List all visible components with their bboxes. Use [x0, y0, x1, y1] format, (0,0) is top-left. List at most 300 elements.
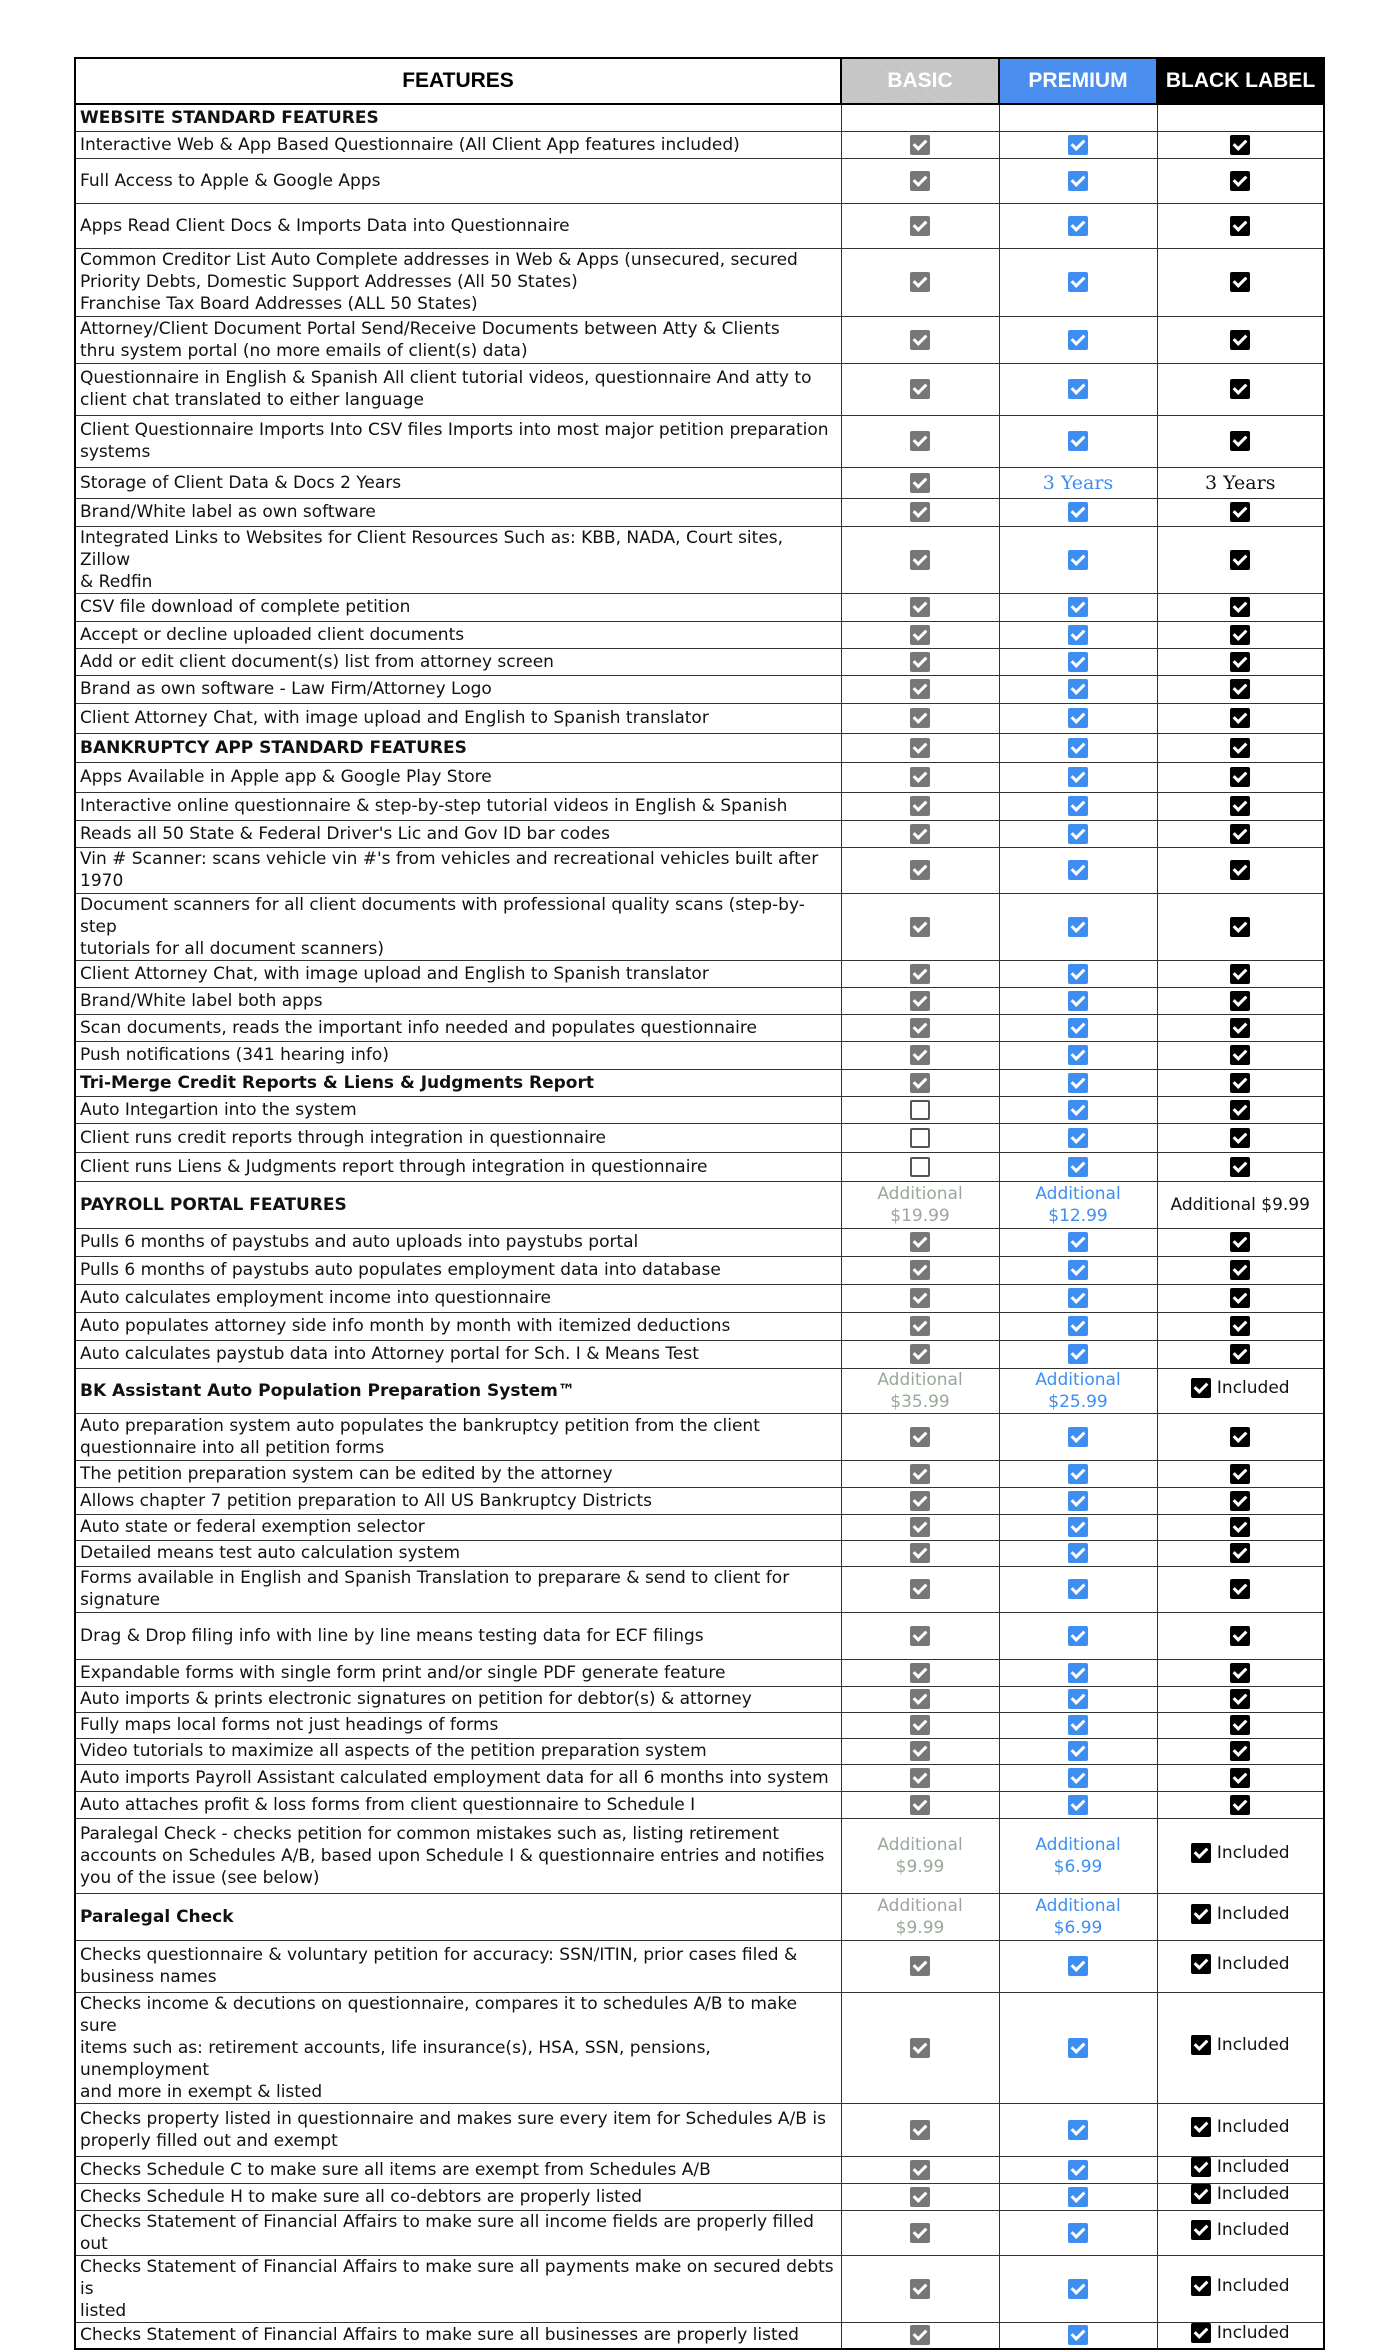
feature-label: Add or edit client document(s) list from attorney screen [75, 648, 841, 675]
premium-plan-cell [999, 1764, 1157, 1791]
section-title: BK Assistant Auto Population Preparation System™ [75, 1368, 841, 1413]
black-plan-cell [1157, 820, 1324, 847]
premium-plan-cell [999, 1181, 1157, 1228]
included-label [1191, 2220, 1290, 2240]
storage-duration-text: 3 Years [1205, 471, 1276, 494]
premium-plan-cell [999, 467, 1157, 498]
checkbox-checked-icon [1230, 597, 1250, 617]
feature-label: Scan documents, reads the important info needed and populates questionnaire [75, 1014, 841, 1041]
included-text: Included [1216, 1904, 1290, 1924]
feature-label: Checks Statement of Financial Affairs to make sure all payments make on secured debts is listed [75, 2255, 841, 2322]
feature-label: Brand/White label as own software [75, 498, 841, 526]
premium-plan-cell [999, 648, 1157, 675]
feature-row [75, 498, 1324, 526]
basic-plan-cell [841, 987, 999, 1014]
checkbox-checked-icon [1230, 550, 1250, 570]
black-plan-cell [1157, 316, 1324, 363]
premium-plan-cell [999, 2103, 1157, 2156]
checkbox-checked-icon [1068, 216, 1088, 236]
premium-plan-cell [999, 762, 1157, 792]
basic-plan-cell [841, 1712, 999, 1738]
feature-label: Questionnaire in English & Spanish All client tutorial videos, questionnaire And atty to client chat translated to either language [75, 363, 841, 415]
checkbox-checked-icon [1230, 135, 1250, 155]
checkbox-checked-icon [1230, 1157, 1250, 1177]
premium-plan-cell [999, 498, 1157, 526]
black-plan-cell [1157, 1487, 1324, 1514]
checkbox-checked-icon [1068, 1464, 1088, 1484]
checkbox-checked-icon [910, 1689, 930, 1709]
basic-plan-cell [841, 820, 999, 847]
basic-plan-cell [841, 1686, 999, 1712]
premium-plan-cell [999, 1818, 1157, 1893]
feature-label: Brand/White label both apps [75, 987, 841, 1014]
checkbox-checked-icon [1068, 625, 1088, 645]
black-plan-cell [1157, 158, 1324, 203]
premium-plan-cell [999, 1256, 1157, 1284]
black-plan-cell [1157, 621, 1324, 648]
checkbox-checked-icon [1068, 860, 1088, 880]
checkbox-checked-icon [1068, 1232, 1088, 1252]
feature-row [75, 526, 1324, 593]
feature-label: Paralegal Check - checks petition for common mistakes such as, listing retirement accounts on Schedules A/B, based upon Schedule I & questionnaire entries and notifies you of the issue (see below) [75, 1818, 841, 1893]
black-plan-cell [1157, 960, 1324, 987]
checkbox-checked-icon [910, 2325, 930, 2345]
feature-label: Auto calculates employment income into questionnaire [75, 1284, 841, 1312]
header-row [75, 58, 1324, 104]
checkbox-checked-icon [1068, 1344, 1088, 1364]
feature-row [75, 248, 1324, 316]
checkbox-checked-icon [1068, 171, 1088, 191]
premium-plan-cell [999, 1041, 1157, 1069]
basic-plan-cell [841, 104, 999, 131]
black-plan-cell [1157, 792, 1324, 820]
section-title: BANKRUPTCY APP STANDARD FEATURES [75, 733, 841, 762]
black-plan-cell [1157, 415, 1324, 467]
feature-label: Document scanners for all client documents with professional quality scans (step-by-step tutorials for all document scanners) [75, 893, 841, 960]
feature-row [75, 1712, 1324, 1738]
checkbox-empty-icon [910, 1128, 930, 1148]
checkbox-checked-icon [1068, 1288, 1088, 1308]
checkbox-checked-icon [910, 1427, 930, 1447]
checkbox-checked-icon [910, 2223, 930, 2243]
basic-plan-cell [841, 203, 999, 248]
checkbox-checked-icon [1068, 964, 1088, 984]
checkbox-checked-icon [1068, 1626, 1088, 1646]
basic-plan-cell [841, 1413, 999, 1460]
checkbox-checked-icon [910, 550, 930, 570]
premium-plan-cell [999, 2210, 1157, 2255]
premium-plan-cell [999, 1460, 1157, 1487]
premium-plan-cell [999, 593, 1157, 621]
checkbox-checked-icon [1230, 1100, 1250, 1120]
checkbox-checked-icon [1068, 1427, 1088, 1447]
feature-label: Auto populates attorney side info month by month with itemized deductions [75, 1312, 841, 1340]
premium-plan-cell [999, 1612, 1157, 1659]
addon-price-text: Additional $9.99 [877, 1834, 963, 1877]
basic-plan-cell [841, 1069, 999, 1096]
checkbox-checked-icon [1230, 767, 1250, 787]
checkbox-checked-icon [910, 1316, 930, 1336]
feature-label: CSV file download of complete petition [75, 593, 841, 621]
basic-plan-cell [841, 1096, 999, 1123]
included-label [1191, 1904, 1290, 1924]
checkbox-checked-icon [910, 1715, 930, 1735]
premium-plan-cell [999, 1069, 1157, 1096]
checkbox-checked-icon [1068, 272, 1088, 292]
checkbox-checked-icon [910, 502, 930, 522]
basic-plan-cell [841, 1368, 999, 1413]
feature-row [75, 1659, 1324, 1686]
premium-plan-cell [999, 1566, 1157, 1612]
feature-row [75, 1818, 1324, 1893]
checkbox-checked-icon [1230, 171, 1250, 191]
black-plan-cell [1157, 2210, 1324, 2255]
basic-plan-cell [841, 363, 999, 415]
checkbox-checked-icon [1230, 1316, 1250, 1336]
black-plan-cell [1157, 1686, 1324, 1712]
checkbox-checked-icon [1230, 1232, 1250, 1252]
checkbox-checked-icon [1230, 502, 1250, 522]
checkbox-checked-icon [1191, 2220, 1211, 2240]
feature-row [75, 1041, 1324, 1069]
feature-row [75, 467, 1324, 498]
checkbox-checked-icon [1230, 379, 1250, 399]
premium-plan-cell [999, 1791, 1157, 1818]
feature-label: Interactive Web & App Based Questionnaire (All Client App features included) [75, 131, 841, 158]
premium-plan-cell [999, 526, 1157, 593]
basic-plan-cell [841, 621, 999, 648]
black-plan-cell [1157, 1540, 1324, 1566]
checkbox-checked-icon [1068, 1260, 1088, 1280]
premium-plan-cell [999, 1014, 1157, 1041]
section-header-row [75, 1893, 1324, 1940]
black-plan-cell [1157, 2103, 1324, 2156]
premium-plan-cell [999, 893, 1157, 960]
checkbox-checked-icon [910, 135, 930, 155]
checkbox-checked-icon [1068, 738, 1088, 758]
feature-row [75, 316, 1324, 363]
checkbox-checked-icon [910, 2160, 930, 2180]
black-plan-cell [1157, 1413, 1324, 1460]
premium-plan-cell [999, 2156, 1157, 2183]
checkbox-checked-icon [1230, 917, 1250, 937]
basic-plan-cell [841, 1041, 999, 1069]
feature-label: Storage of Client Data & Docs 2 Years [75, 467, 841, 498]
checkbox-checked-icon [1230, 1543, 1250, 1563]
black-label-plan-header: BLACK LABEL [1157, 58, 1324, 104]
checkbox-checked-icon [910, 1741, 930, 1761]
feature-row [75, 2183, 1324, 2210]
black-plan-cell [1157, 498, 1324, 526]
feature-label: Pulls 6 months of paystubs and auto uploads into paystubs portal [75, 1228, 841, 1256]
basic-plan-cell [841, 792, 999, 820]
checkbox-checked-icon [910, 1018, 930, 1038]
premium-plan-cell [999, 1738, 1157, 1764]
checkbox-checked-icon [1230, 1018, 1250, 1038]
premium-plan-cell [999, 2183, 1157, 2210]
section-header-row [75, 1181, 1324, 1228]
checkbox-checked-icon [1230, 1663, 1250, 1683]
black-plan-cell [1157, 847, 1324, 893]
premium-plan-cell [999, 987, 1157, 1014]
checkbox-checked-icon [910, 991, 930, 1011]
checkbox-checked-icon [1191, 2157, 1211, 2177]
basic-plan-cell [841, 1791, 999, 1818]
premium-plan-cell [999, 1340, 1157, 1368]
checkbox-checked-icon [1068, 679, 1088, 699]
feature-row [75, 2210, 1324, 2255]
checkbox-checked-icon [1230, 824, 1250, 844]
premium-plan-cell [999, 847, 1157, 893]
checkbox-checked-icon [1230, 431, 1250, 451]
premium-plan-cell [999, 1514, 1157, 1540]
basic-plan-cell [841, 1460, 999, 1487]
feature-label: Vin # Scanner: scans vehicle vin #'s from vehicles and recreational vehicles built after 1970 [75, 847, 841, 893]
black-plan-cell [1157, 2183, 1324, 2210]
black-plan-cell [1157, 1612, 1324, 1659]
checkbox-checked-icon [910, 272, 930, 292]
checkbox-checked-icon [1230, 1073, 1250, 1093]
feature-row [75, 703, 1324, 733]
feature-label: Client runs Liens & Judgments report through integration in questionnaire [75, 1152, 841, 1181]
checkbox-checked-icon [1068, 796, 1088, 816]
checkbox-checked-icon [910, 379, 930, 399]
feature-comparison-sheet [74, 57, 1323, 2350]
basic-plan-cell [841, 675, 999, 703]
checkbox-checked-icon [1068, 708, 1088, 728]
feature-label: Accept or decline uploaded client documents [75, 621, 841, 648]
basic-plan-cell [841, 593, 999, 621]
premium-plan-cell [999, 316, 1157, 363]
checkbox-checked-icon [1068, 502, 1088, 522]
premium-plan-cell [999, 1312, 1157, 1340]
black-plan-cell [1157, 703, 1324, 733]
feature-label: Apps Read Client Docs & Imports Data into Questionnaire [75, 203, 841, 248]
premium-plan-cell [999, 1992, 1157, 2103]
checkbox-checked-icon [1068, 1018, 1088, 1038]
included-label [1191, 2323, 1290, 2343]
black-plan-cell [1157, 593, 1324, 621]
feature-label: Auto preparation system auto populates the bankruptcy petition from the client questionnaire into all petition forms [75, 1413, 841, 1460]
basic-plan-cell [841, 1940, 999, 1992]
feature-row [75, 1312, 1324, 1340]
checkbox-checked-icon [1068, 1663, 1088, 1683]
included-text: Included [1216, 1953, 1290, 1974]
checkbox-checked-icon [910, 1543, 930, 1563]
checkbox-checked-icon [1068, 1579, 1088, 1599]
checkbox-empty-icon [910, 1157, 930, 1177]
section-header-row [75, 104, 1324, 131]
checkbox-checked-icon [1191, 2035, 1211, 2055]
premium-plan-cell [999, 1413, 1157, 1460]
checkbox-checked-icon [1068, 1689, 1088, 1709]
feature-row [75, 1566, 1324, 1612]
black-plan-cell [1157, 1014, 1324, 1041]
feature-row [75, 2156, 1324, 2183]
basic-plan-cell [841, 1152, 999, 1181]
checkbox-checked-icon [910, 1768, 930, 1788]
checkbox-checked-icon [1191, 2184, 1211, 2204]
premium-plan-cell [999, 1368, 1157, 1413]
checkbox-checked-icon [1068, 2120, 1088, 2140]
checkbox-checked-icon [1068, 824, 1088, 844]
feature-label: Allows chapter 7 petition preparation to All US Bankruptcy Districts [75, 1487, 841, 1514]
checkbox-empty-icon [910, 1100, 930, 1120]
feature-label: Common Creditor List Auto Complete addresses in Web & Apps (unsecured, secured Priority Debts, Domestic Support Addresses (All 50 States) Franchise Tax Board Addresses (ALL 50 States) [75, 248, 841, 316]
premium-plan-cell [999, 2322, 1157, 2349]
included-label [1191, 2035, 1290, 2055]
black-plan-cell [1157, 526, 1324, 593]
checkbox-checked-icon [1230, 679, 1250, 699]
black-plan-cell [1157, 248, 1324, 316]
feature-row [75, 415, 1324, 467]
feature-row [75, 1791, 1324, 1818]
checkbox-checked-icon [1230, 1741, 1250, 1761]
feature-label: Client Attorney Chat, with image upload and English to Spanish translator [75, 960, 841, 987]
premium-plan-cell [999, 248, 1157, 316]
checkbox-checked-icon [1230, 1689, 1250, 1709]
black-plan-cell [1157, 1893, 1324, 1940]
feature-row [75, 1256, 1324, 1284]
checkbox-checked-icon [1068, 431, 1088, 451]
feature-row [75, 1228, 1324, 1256]
checkbox-checked-icon [1068, 652, 1088, 672]
basic-plan-cell [841, 1312, 999, 1340]
feature-label: Auto calculates paystub data into Attorney portal for Sch. I & Means Test [75, 1340, 841, 1368]
basic-plan-cell [841, 415, 999, 467]
feature-row [75, 1487, 1324, 1514]
basic-plan-cell [841, 2255, 999, 2322]
black-plan-cell [1157, 1940, 1324, 1992]
feature-label: Detailed means test auto calculation system [75, 1540, 841, 1566]
checkbox-checked-icon [1191, 2323, 1211, 2343]
black-plan-cell [1157, 363, 1324, 415]
feature-label: Forms available in English and Spanish Translation to preparare & send to client for signature [75, 1566, 841, 1612]
basic-plan-cell [841, 1487, 999, 1514]
addon-price-text: Additional $9.99 [877, 1895, 963, 1938]
feature-label: Client runs credit reports through integration in questionnaire [75, 1123, 841, 1152]
included-text: Included [1216, 2220, 1290, 2240]
checkbox-checked-icon [910, 1073, 930, 1093]
checkbox-checked-icon [910, 216, 930, 236]
black-plan-cell [1157, 1152, 1324, 1181]
feature-label: Full Access to Apple & Google Apps [75, 158, 841, 203]
feature-row [75, 2103, 1324, 2156]
black-plan-cell [1157, 1041, 1324, 1069]
feature-label: Fully maps local forms not just headings of forms [75, 1712, 841, 1738]
checkbox-checked-icon [1068, 1128, 1088, 1148]
feature-row [75, 1014, 1324, 1041]
included-label [1191, 2276, 1290, 2296]
checkbox-checked-icon [1230, 1344, 1250, 1364]
checkbox-checked-icon [1230, 1128, 1250, 1148]
basic-plan-cell [841, 498, 999, 526]
feature-row [75, 820, 1324, 847]
black-plan-cell [1157, 1284, 1324, 1312]
feature-row [75, 2322, 1324, 2349]
checkbox-checked-icon [1068, 1715, 1088, 1735]
black-plan-cell [1157, 648, 1324, 675]
feature-comparison-table [74, 57, 1325, 2350]
feature-label: Auto imports Payroll Assistant calculated employment data for all 6 months into system [75, 1764, 841, 1791]
feature-label: Expandable forms with single form print and/or single PDF generate feature [75, 1659, 841, 1686]
feature-row [75, 1123, 1324, 1152]
checkbox-checked-icon [1068, 1517, 1088, 1537]
basic-plan-cell [841, 1014, 999, 1041]
checkbox-checked-icon [1230, 991, 1250, 1011]
checkbox-checked-icon [1191, 1904, 1211, 1924]
feature-row [75, 1764, 1324, 1791]
premium-plan-cell [999, 1228, 1157, 1256]
checkbox-checked-icon [910, 2038, 930, 2058]
feature-row [75, 2255, 1324, 2322]
included-text: Included [1216, 2117, 1290, 2137]
checkbox-checked-icon [910, 473, 930, 493]
checkbox-checked-icon [1230, 1579, 1250, 1599]
checkbox-checked-icon [1191, 1378, 1211, 1398]
checkbox-checked-icon [1068, 2325, 1088, 2345]
black-plan-cell [1157, 762, 1324, 792]
basic-plan-cell [841, 158, 999, 203]
feature-label: Pulls 6 months of paystubs auto populates employment data into database [75, 1256, 841, 1284]
checkbox-checked-icon [910, 917, 930, 937]
feature-label: Client Questionnaire Imports Into CSV files Imports into most major petition preparation systems [75, 415, 841, 467]
checkbox-checked-icon [1230, 964, 1250, 984]
checkbox-checked-icon [1068, 1073, 1088, 1093]
black-plan-cell [1157, 893, 1324, 960]
feature-row [75, 1940, 1324, 1992]
checkbox-checked-icon [910, 1517, 930, 1537]
feature-row [75, 1460, 1324, 1487]
feature-label: Client Attorney Chat, with image upload and English to Spanish translator [75, 703, 841, 733]
checkbox-checked-icon [910, 767, 930, 787]
checkbox-checked-icon [910, 1579, 930, 1599]
checkbox-checked-icon [910, 796, 930, 816]
basic-plan-cell [841, 131, 999, 158]
checkbox-checked-icon [910, 1344, 930, 1364]
included-label [1191, 2184, 1290, 2204]
section-title: Tri-Merge Credit Reports & Liens & Judgments Report [75, 1069, 841, 1096]
feature-label: Checks income & decutions on questionnaire, compares it to schedules A/B to make sure items such as: retirement accounts, life insurance(s), HSA, SSN, pensions, unemployment and more in exempt & listed [75, 1992, 841, 2103]
premium-plan-cell [999, 158, 1157, 203]
premium-plan-cell [999, 363, 1157, 415]
feature-label: Checks Schedule C to make sure all items are exempt from Schedules A/B [75, 2156, 841, 2183]
feature-row [75, 621, 1324, 648]
feature-label: Integrated Links to Websites for Client Resources Such as: KBB, NADA, Court sites, Zillow & Redfin [75, 526, 841, 593]
black-plan-cell [1157, 1738, 1324, 1764]
basic-plan-cell [841, 2183, 999, 2210]
section-header-row [75, 733, 1324, 762]
included-text: Included [1216, 1843, 1290, 1863]
feature-label: Reads all 50 State & Federal Driver's Lic and Gov ID bar codes [75, 820, 841, 847]
checkbox-checked-icon [910, 1956, 930, 1976]
section-title: PAYROLL PORTAL FEATURES [75, 1181, 841, 1228]
checkbox-checked-icon [1230, 1491, 1250, 1511]
premium-plan-cell [999, 820, 1157, 847]
premium-plan-cell [999, 703, 1157, 733]
checkbox-checked-icon [1230, 1427, 1250, 1447]
black-plan-cell [1157, 1228, 1324, 1256]
checkbox-checked-icon [910, 652, 930, 672]
checkbox-checked-icon [910, 625, 930, 645]
basic-plan-cell [841, 1181, 999, 1228]
black-plan-cell [1157, 1791, 1324, 1818]
premium-plan-cell [999, 960, 1157, 987]
basic-plan-cell [841, 467, 999, 498]
checkbox-checked-icon [910, 679, 930, 699]
checkbox-checked-icon [1230, 1768, 1250, 1788]
checkbox-checked-icon [1230, 796, 1250, 816]
